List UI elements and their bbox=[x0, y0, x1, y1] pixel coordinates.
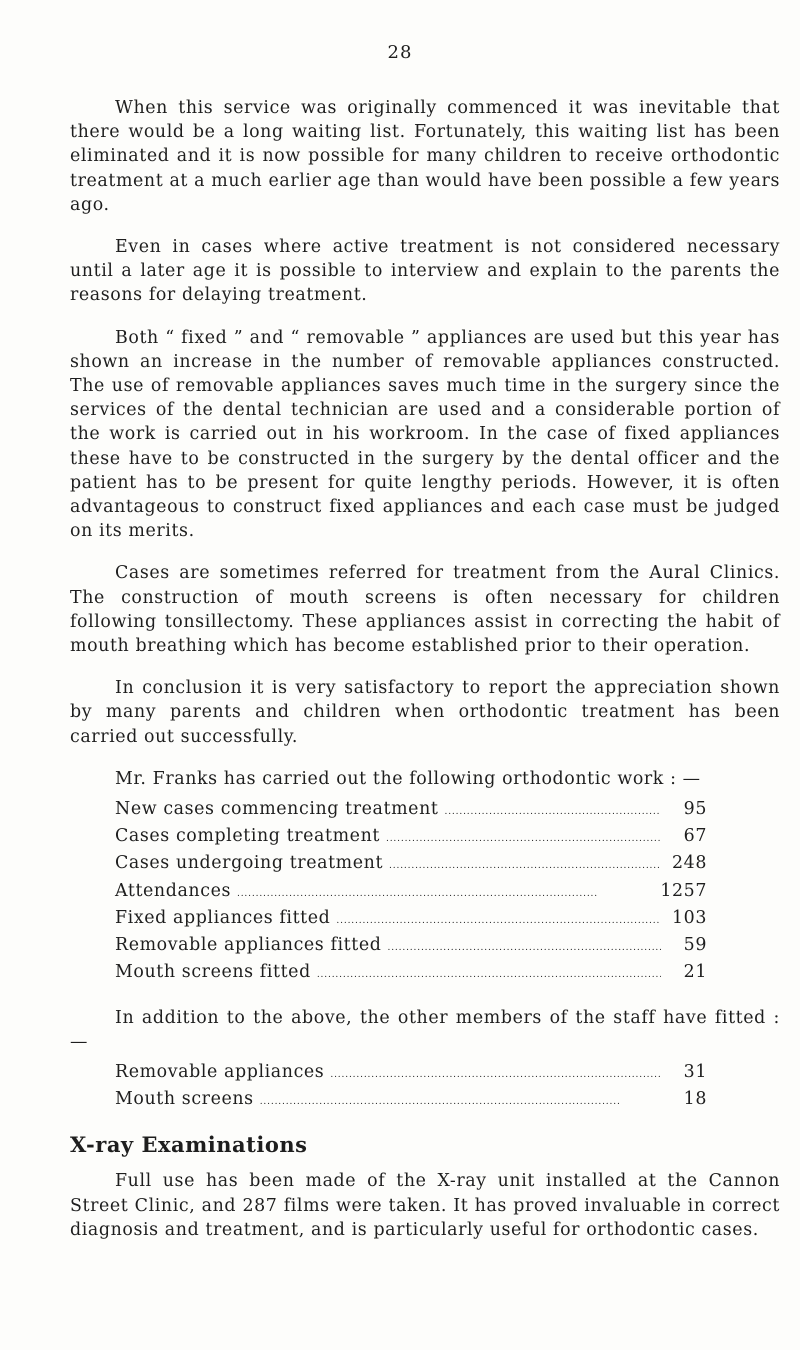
staff-intro: In addition to the above, the other members of the staff have fitted : — bbox=[70, 1007, 780, 1052]
stat-value: 67 bbox=[683, 826, 707, 847]
stat-label: Attendances bbox=[115, 880, 231, 901]
stat-value: 1257 bbox=[660, 880, 707, 901]
stat-row bbox=[115, 824, 707, 851]
stat-value: 18 bbox=[683, 1089, 707, 1110]
stat-value: 59 bbox=[683, 935, 707, 956]
stat-label: Mouth screens fitted bbox=[115, 962, 311, 983]
dot-leader bbox=[330, 1060, 661, 1087]
stat-label: Mouth screens bbox=[115, 1089, 254, 1110]
paragraph-conclusion: In conclusion it is very satisfactory to report the appreciation shown by many parents and children when orthodontic treatment has been carried out successfully. bbox=[70, 678, 780, 747]
dot-leader bbox=[389, 851, 661, 878]
paragraph-waiting-list: When this service was originally commenced it was inevitable that there would be a long waiting list. Fortunately, this waiting list has been eliminated and it is now possible for many children to receive orthodontic treatment at a much earlier age than would have been possible a few years ago. bbox=[70, 98, 780, 215]
page-number: 28 bbox=[387, 42, 413, 63]
stat-label: Cases completing treatment bbox=[115, 826, 380, 847]
stat-row bbox=[115, 1087, 707, 1114]
franks-intro: Mr. Franks has carried out the following orthodontic work : — bbox=[115, 768, 701, 789]
staff-stats-list bbox=[115, 1060, 707, 1114]
dot-leader bbox=[317, 960, 661, 987]
stat-label: New cases commencing treatment bbox=[115, 799, 439, 820]
stat-row bbox=[115, 879, 707, 906]
stat-label: Removable appliances fitted bbox=[115, 935, 382, 956]
dot-leader bbox=[336, 906, 661, 933]
stat-row bbox=[115, 1060, 707, 1087]
stat-value: 31 bbox=[683, 1061, 707, 1082]
dot-leader bbox=[386, 824, 661, 851]
paragraph-aural-clinics: Cases are sometimes referred for treatment from the Aural Clinics. The construction of mouth screens is often necessary for children following tonsillectomy. These appliances assist in correcting the habit of mouth breathing which has become established prior to their operation. bbox=[70, 563, 780, 657]
stat-row bbox=[115, 851, 707, 878]
stat-value: 248 bbox=[672, 853, 707, 874]
dot-leader bbox=[387, 933, 661, 960]
paragraph-appliances: Both “ fixed ” and “ removable ” appliances are used but this year has shown an increase in the number of removable appliances constructed. The use of removable appliances saves much time in the surgery since the services of the dental technician are used and a considerable portion of the work is carried out in his workroom. In the case of fixed appliances these have to be constructed in the surgery by the dental officer and the patient has to be present for quite lengthy periods. However, it is often advantageous to construct fixed appliances and each case must be judged on its merits. bbox=[70, 327, 780, 542]
dot-leader bbox=[444, 797, 661, 824]
dot-leader bbox=[260, 1087, 661, 1114]
stat-row bbox=[115, 933, 707, 960]
franks-stats-list bbox=[115, 797, 707, 987]
stat-label: Fixed appliances fitted bbox=[115, 907, 331, 928]
stat-value: 21 bbox=[683, 962, 707, 983]
stat-row bbox=[115, 906, 707, 933]
paragraph-delaying-treatment: Even in cases where active treatment is not considered necessary until a later age it is possible to interview and explain to the parents the reasons for delaying treatment. bbox=[70, 237, 780, 306]
stat-label: Removable appliances bbox=[115, 1061, 325, 1082]
stat-value: 103 bbox=[672, 907, 707, 928]
stat-label: Cases undergoing treatment bbox=[115, 853, 384, 874]
stat-value: 95 bbox=[683, 799, 707, 820]
stat-row bbox=[115, 960, 707, 987]
stat-row bbox=[115, 797, 707, 824]
dot-leader bbox=[237, 879, 654, 906]
paragraph-xray: Full use has been made of the X-ray unit installed at the Cannon Street Clinic, and 287 films were taken. It has proved invaluable in correct diagnosis and treatment, and is particularly useful for orthodontic cases. bbox=[70, 1171, 780, 1240]
document-body bbox=[70, 96, 780, 1260]
xray-heading: X-ray Examinations bbox=[70, 1132, 308, 1158]
